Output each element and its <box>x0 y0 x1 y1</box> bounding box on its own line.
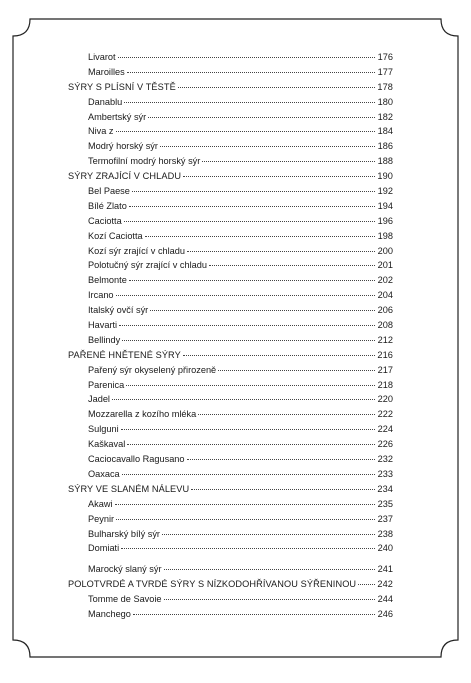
toc-entry <box>68 154 393 169</box>
toc-entry <box>68 527 393 542</box>
toc-entry-label: Modrý horský sýr <box>88 141 158 152</box>
toc-entry-label: Livarot <box>88 52 116 62</box>
toc-page-number: 224 <box>377 424 393 435</box>
dot-leader <box>183 354 375 356</box>
toc-entry-label: SÝRY S PLÍSNÍ V TĚSTĚ <box>68 81 176 92</box>
toc-entry-label: SÝRY VE SLANÉM NÁLEVU <box>68 483 190 494</box>
toc-entry-label: PAŘENÉ HNĚTENÉ SÝRY <box>68 349 181 360</box>
toc-page-number: 192 <box>377 186 393 197</box>
dot-leader <box>116 518 375 520</box>
toc-entry-label: POLOTVRDÉ A TVRDÉ SÝRY S NÍZKODOHŘÍVANOU SÝŘENINOU <box>68 579 357 590</box>
toc-page-number: 246 <box>377 608 393 619</box>
toc-entry <box>68 392 393 407</box>
toc-entry <box>68 422 393 437</box>
toc-entry-label: Maroilles <box>88 66 125 77</box>
toc-section <box>68 482 393 497</box>
toc-page-number: 226 <box>377 439 393 450</box>
toc-page-number: 202 <box>377 275 393 286</box>
toc-entry <box>68 229 393 244</box>
toc-entry-label: Pařený sýr okyselený přirozeně <box>88 364 217 375</box>
toc-page-number: 206 <box>377 305 393 316</box>
toc-page-number: 217 <box>377 364 393 375</box>
toc-page-number: 242 <box>377 579 393 590</box>
toc-page-number: 200 <box>377 245 393 256</box>
toc-entry <box>68 50 393 65</box>
toc-entry-label: SÝRY ZRAJÍCÍ V CHLADU <box>68 171 182 182</box>
toc-entry <box>68 437 393 452</box>
dot-leader <box>162 533 375 535</box>
dot-leader <box>121 428 375 430</box>
dot-leader <box>132 190 375 192</box>
toc-entry-label: Peynir <box>88 513 115 524</box>
dot-leader <box>115 503 375 505</box>
toc-section <box>68 80 393 95</box>
toc-entry <box>68 497 393 512</box>
dot-leader <box>202 160 375 162</box>
toc-entry-label: Polotučný sýr zrající v chladu <box>88 260 207 271</box>
toc-entry-label: Akawi <box>88 498 113 509</box>
toc-entry <box>68 110 393 125</box>
toc-page-number: 234 <box>377 483 393 494</box>
toc-entry-label: Ircano <box>88 290 114 301</box>
toc-page-number: 176 <box>377 52 393 62</box>
toc-page-number: 178 <box>377 81 393 92</box>
toc-entry <box>68 512 393 527</box>
toc-entry <box>68 95 393 110</box>
toc-page-number: 182 <box>377 111 393 122</box>
dot-leader <box>118 56 375 58</box>
dot-leader <box>164 568 375 570</box>
dot-leader <box>160 145 375 147</box>
toc-entry-label: Bellindy <box>88 334 121 345</box>
toc-entry <box>68 199 393 214</box>
dot-leader <box>129 279 375 281</box>
toc-page-number: 235 <box>377 498 393 509</box>
toc-page-number: 237 <box>377 513 393 524</box>
dot-leader <box>122 473 375 475</box>
dot-leader <box>209 264 375 266</box>
dot-leader <box>116 130 375 132</box>
toc-page-number: 241 <box>377 564 393 575</box>
toc-entry <box>68 467 393 482</box>
toc-entry-label: Bílé Zlato <box>88 200 127 211</box>
toc-entry <box>68 541 393 556</box>
dot-leader <box>133 613 375 615</box>
toc-entry <box>68 592 393 607</box>
dot-leader <box>121 547 375 549</box>
toc-entry <box>68 378 393 393</box>
toc-entry-label: Havarti <box>88 320 118 331</box>
dot-leader <box>124 220 375 222</box>
toc-entry-label: Caciotta <box>88 215 122 226</box>
toc-entry-label: Jadel <box>88 394 110 405</box>
toc-section <box>68 577 393 592</box>
dot-leader <box>126 384 375 386</box>
toc-entry <box>68 607 393 622</box>
toc-page-number: 232 <box>377 454 393 465</box>
toc-entry-label: Kozí Caciotta <box>88 230 143 241</box>
toc-page-number: 186 <box>377 141 393 152</box>
dot-leader <box>112 398 375 400</box>
dot-leader <box>183 175 375 177</box>
dot-leader <box>150 309 375 311</box>
toc-entry <box>68 214 393 229</box>
toc-entry-label: Marocký slaný sýr <box>88 564 162 575</box>
dot-leader <box>187 458 375 460</box>
toc-page-number: 218 <box>377 379 393 390</box>
toc-page-number: 194 <box>377 200 393 211</box>
toc-page-number: 244 <box>377 594 393 605</box>
toc-page-number: 240 <box>377 543 393 554</box>
toc-page-number: 198 <box>377 230 393 241</box>
dot-leader <box>124 101 375 103</box>
toc-entry <box>68 124 393 139</box>
toc-entry-label: Bulharský bílý sýr <box>88 528 160 539</box>
toc-entry <box>68 452 393 467</box>
toc-entry <box>68 562 393 577</box>
toc-entry-label: Tomme de Savoie <box>88 594 162 605</box>
toc-page-number: 177 <box>377 66 393 77</box>
toc-page-number: 201 <box>377 260 393 271</box>
toc-entry <box>68 273 393 288</box>
toc-entry-label: Italský ovčí sýr <box>88 305 149 316</box>
toc-entry-label: Mozzarella z kozího mléka <box>88 409 197 420</box>
toc-page-number: 204 <box>377 290 393 301</box>
toc-entry-label: Sulguni <box>88 424 119 435</box>
toc-entry-label: Ambertský sýr <box>88 111 147 122</box>
dot-leader <box>191 488 375 490</box>
toc-page-number: 220 <box>377 394 393 405</box>
dot-leader <box>148 116 375 118</box>
toc-entry-label: Danablu <box>88 96 123 107</box>
toc-entry-label: Domiati <box>88 543 120 554</box>
toc-entry-label: Oaxaca <box>88 468 120 479</box>
toc-entry-label: Parenica <box>88 379 125 390</box>
toc-page-number: 208 <box>377 320 393 331</box>
toc-entry <box>68 407 393 422</box>
toc-entry <box>68 333 393 348</box>
toc-page-number: 196 <box>377 215 393 226</box>
toc-entry <box>68 244 393 259</box>
toc-entry-label: Manchego <box>88 608 131 619</box>
toc-entry-label: Caciocavallo Ragusano <box>88 454 185 465</box>
dot-leader <box>116 294 375 296</box>
toc-entry-label: Belmonte <box>88 275 127 286</box>
dot-leader <box>164 598 375 600</box>
toc-entry-label: Kozí sýr zrající v chladu <box>88 245 186 256</box>
dot-leader <box>127 71 375 73</box>
toc-page-number: 184 <box>377 126 393 137</box>
toc-section <box>68 348 393 363</box>
toc-page-number: 188 <box>377 156 393 167</box>
toc-entry <box>68 318 393 333</box>
dot-leader <box>198 413 375 415</box>
toc-entry-label: Bel Paese <box>88 186 130 197</box>
toc-page-number: 216 <box>377 349 393 360</box>
toc-entry-label: Termofilní modrý horský sýr <box>88 156 201 167</box>
toc-entry-label: Niva z <box>88 126 114 137</box>
dot-leader <box>187 250 375 252</box>
toc-entry <box>68 65 393 80</box>
dot-leader <box>178 86 375 88</box>
toc-entry <box>68 303 393 318</box>
toc-page-number: 180 <box>377 96 393 107</box>
toc-entry <box>68 139 393 154</box>
dot-leader <box>358 583 375 585</box>
dot-leader <box>129 205 375 207</box>
toc-entry <box>68 258 393 273</box>
dot-leader <box>218 369 375 371</box>
table-of-contents <box>68 50 393 622</box>
dot-leader <box>145 235 375 237</box>
toc-page-number: 190 <box>377 171 393 182</box>
toc-entry-label: Kaškaval <box>88 439 126 450</box>
dot-leader <box>122 339 375 341</box>
toc-page-number: 212 <box>377 334 393 345</box>
toc-section <box>68 169 393 184</box>
dot-leader <box>127 443 375 445</box>
toc-page-number: 222 <box>377 409 393 420</box>
dot-leader <box>119 324 375 326</box>
toc-page-number: 238 <box>377 528 393 539</box>
toc-entry <box>68 184 393 199</box>
toc-entry <box>68 363 393 378</box>
toc-entry <box>68 288 393 303</box>
toc-page-number: 233 <box>377 468 393 479</box>
